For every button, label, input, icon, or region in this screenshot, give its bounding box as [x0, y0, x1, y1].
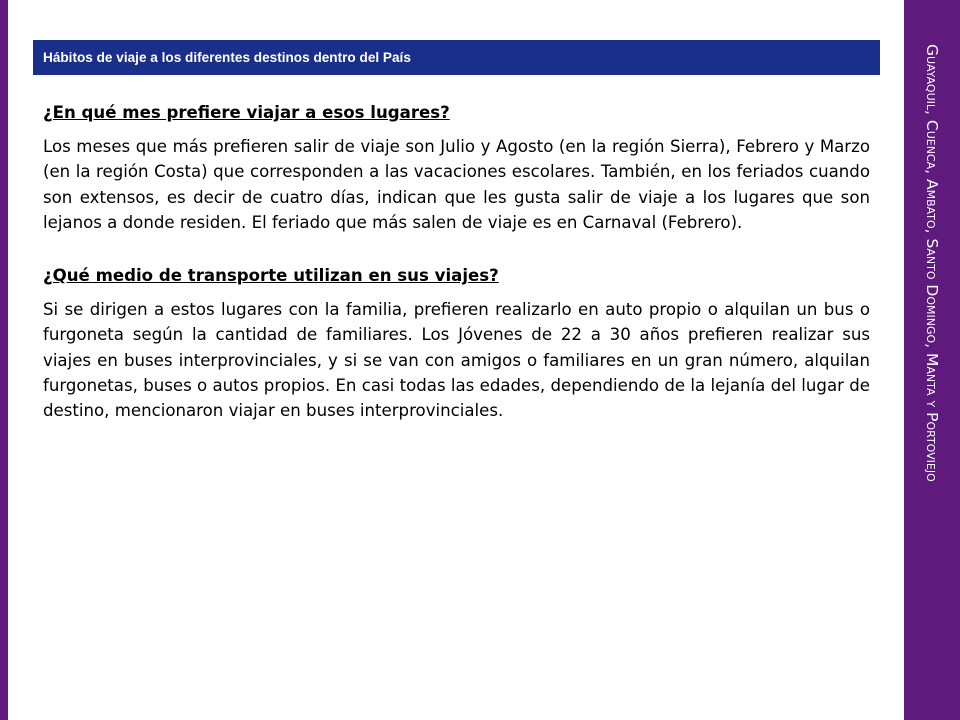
question-transport: ¿Qué medio de transporte utilizan en sus viajes?	[43, 266, 499, 286]
section-header: Hábitos de viaje a los diferentes destinos dentro del País	[33, 40, 880, 75]
answer-transport: Si se dirigen a estos lugares con la familia, prefieren realizarlo en auto propio o alquilan un bus o furgoneta según la cantidad de familiares. Los Jóvenes de 22 a 30 años prefieren realizar sus viajes en buses interprovinciales, y si se van con amigos o familiares en un gran número, alquilan furgonetas, buses o autos propios. En casi todas las edades, dependiendo de la lejanía del lugar de destino, mencionaron viajar en buses interprovinciales.	[43, 300, 870, 421]
slide-content	[43, 100, 870, 424]
answer-travel-month: Los meses que más prefieren salir de viaje son Julio y Agosto (en la región Sierra), Febrero y Marzo (en la región Costa) que corresponden a las vacaciones escolares. También, en los feriados cuando son extensos, es decir de cuatro días, indican que les gusta salir de viaje a los lugares que son lejanos a donde residen. El feriado que más salen de viaje es en Carnaval (Febrero).	[43, 137, 870, 232]
side-title: Guayaquil, Cuenca, Ambato, Santo Domingo, Manta y Portoviejo	[923, 44, 941, 482]
side-panel	[904, 0, 960, 720]
question-travel-month: ¿En qué mes prefiere viajar a esos lugares?	[43, 103, 450, 122]
left-accent-bar	[0, 0, 8, 720]
